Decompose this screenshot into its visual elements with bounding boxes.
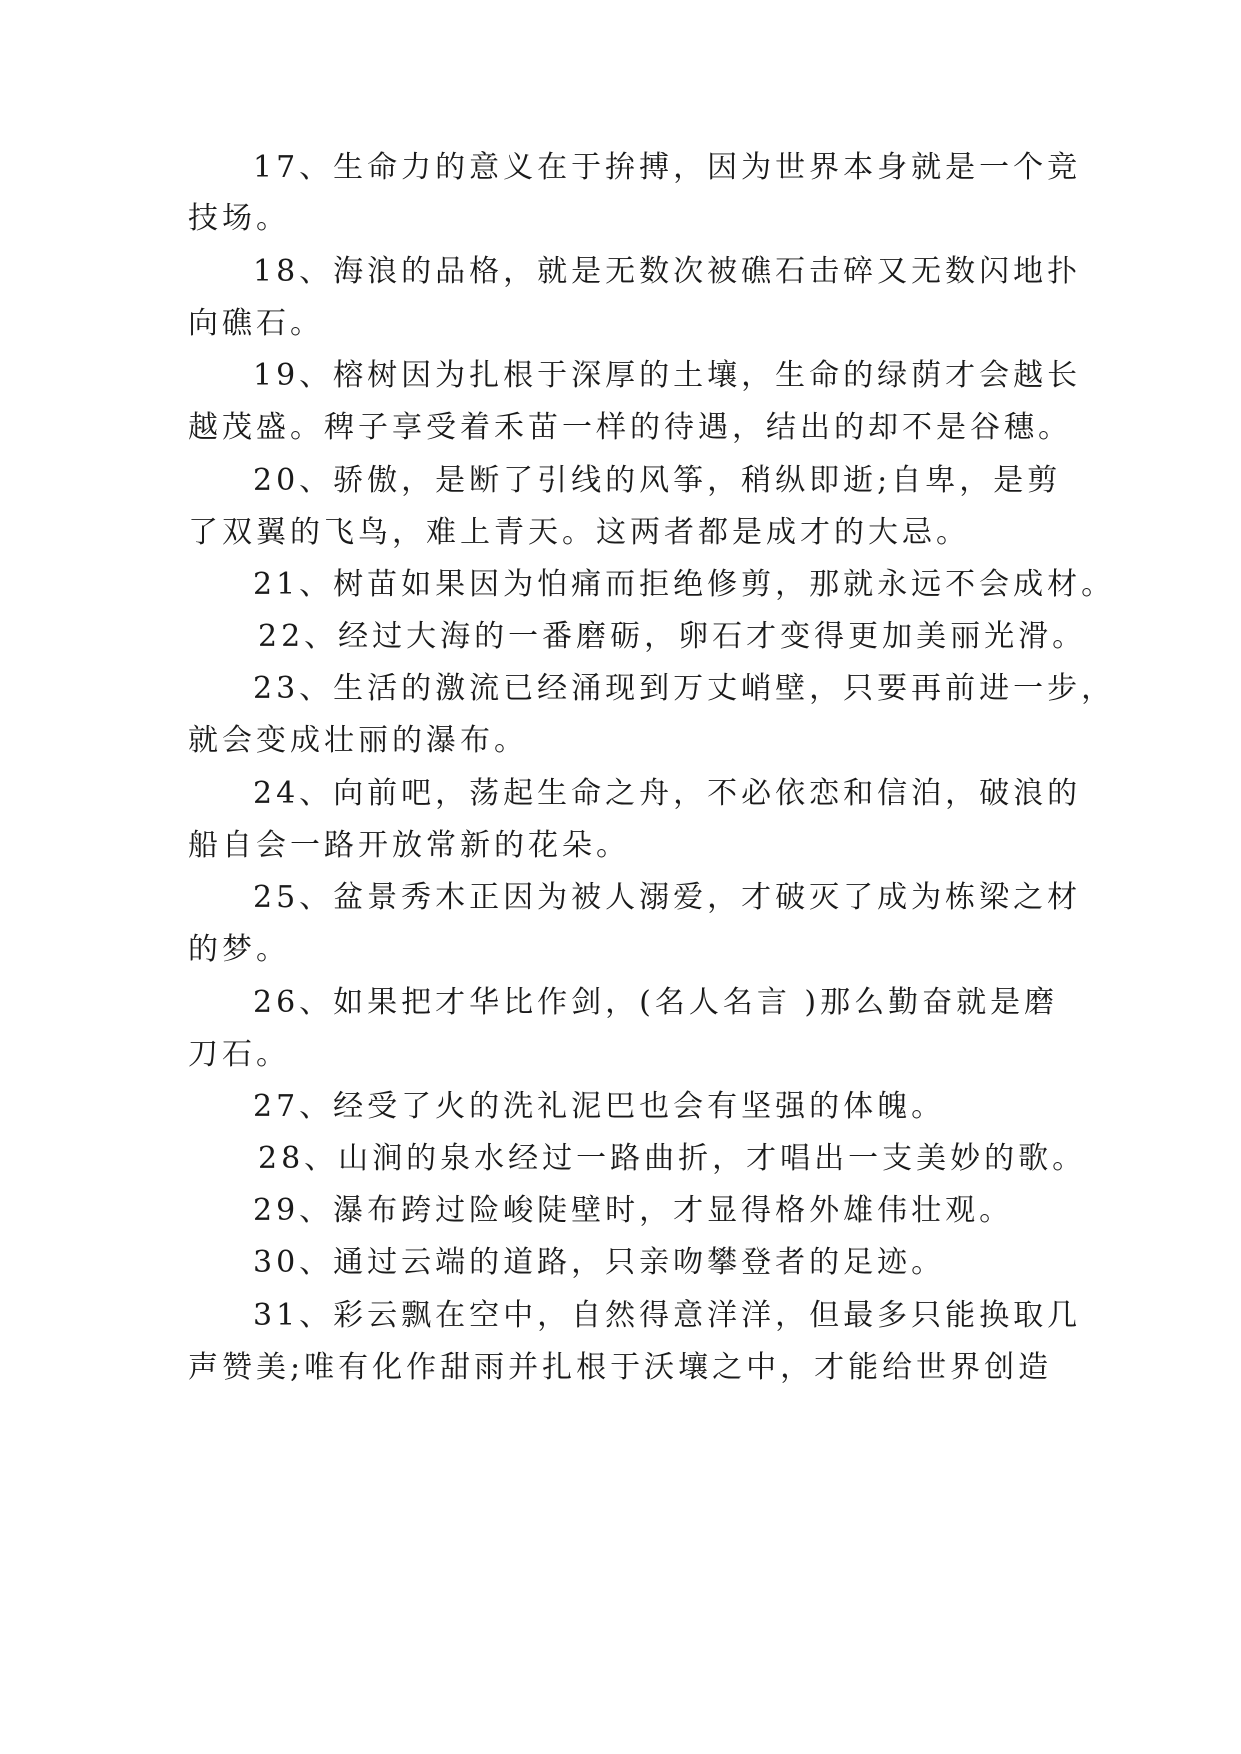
text-line: 刀石。 xyxy=(188,1037,290,1072)
text-line: 22、经过大海的一番磨砺，卵石才变得更加美丽光滑。 xyxy=(258,619,1087,654)
text-line: 27、经受了火的洗礼泥巴也会有坚强的体魄。 xyxy=(253,1089,946,1124)
text-line: 29、瀑布跨过险峻陡壁时，才显得格外雄伟壮观。 xyxy=(253,1193,1014,1228)
text-line: 的梦。 xyxy=(188,932,290,967)
text-line: 24、向前吧，荡起生命之舟，不必依恋和信泊，破浪的 xyxy=(253,776,1082,811)
text-line: 了双翼的飞鸟，难上青天。这两者都是成才的大忌。 xyxy=(188,515,970,550)
text-line: 船自会一路开放常新的花朵。 xyxy=(188,828,630,863)
text-line: 21、树苗如果因为怕痛而拒绝修剪，那就永远不会成材。 xyxy=(253,567,1116,602)
text-line: 19、榕树因为扎根于深厚的土壤，生命的绿荫才会越长 xyxy=(253,358,1082,393)
text-line: 17、生命力的意义在于拚搏，因为世界本身就是一个竞 xyxy=(253,150,1082,185)
text-line: 18、海浪的品格，就是无数次被礁石击碎又无数闪地扑 xyxy=(253,254,1082,289)
text-line: 声赞美;唯有化作甜雨并扎根于沃壤之中，才能给世界创造 xyxy=(188,1350,1053,1385)
text-line: 28、山涧的泉水经过一路曲折，才唱出一支美妙的歌。 xyxy=(258,1141,1087,1176)
text-line: 20、骄傲，是断了引线的风筝，稍纵即逝;自卑，是剪 xyxy=(253,463,1062,498)
text-line: 技场。 xyxy=(188,201,290,236)
text-line: 就会变成壮丽的瀑布。 xyxy=(188,723,528,758)
text-line: 25、盆景秀木正因为被人溺爱，才破灭了成为栋梁之材 xyxy=(253,880,1082,915)
text-line: 30、通过云端的道路，只亲吻攀登者的足迹。 xyxy=(253,1245,946,1280)
text-line: 越茂盛。稗子享受着禾苗一样的待遇，结出的却不是谷穗。 xyxy=(188,410,1072,445)
text-line: 23、生活的激流已经涌现到万丈峭壁，只要再前进一步， xyxy=(253,671,1116,706)
text-line: 31、彩云飘在空中，自然得意洋洋，但最多只能换取几 xyxy=(253,1298,1082,1333)
text-line: 26、如果把才华比作剑，(名人名言 )那么勤奋就是磨 xyxy=(253,985,1059,1020)
text-line: 向礁石。 xyxy=(188,306,324,341)
